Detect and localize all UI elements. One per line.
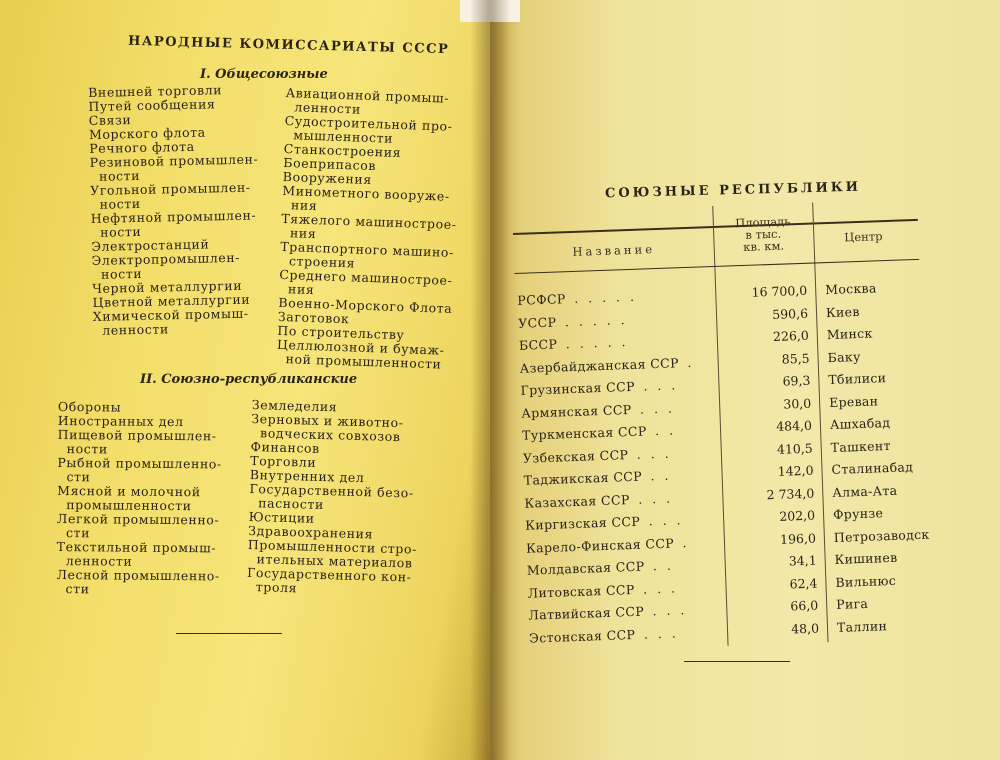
- section-2-column-2: Земледелия Зерновых и животно- водческих совхозов Финансов Торговли Внутренних дел Государственной безо- пасности Юстиции Здравоохранения Промышленности стро- ительных материалов Государственного кон- троля: [246, 397, 418, 596]
- leader-dots: . . .: [648, 512, 684, 529]
- section-2-heading: II. Союзно-республиканские: [140, 372, 358, 387]
- republic-name: Армянская ССР: [521, 401, 632, 421]
- republic-area: 226,0: [772, 327, 810, 344]
- republic-center: Ашхабад: [829, 414, 891, 433]
- republic-area: 34,1: [788, 552, 817, 569]
- section-2-column-1: Обороны Иностранных дел Пищевой промышлен- ности Рыбной промышленно- сти Мясной и молочной промышленности Легкой промышленно- сти Текстильной промыш- ленности Лесной промышленно- сти: [56, 399, 222, 597]
- leader-dots: . . . . .: [564, 311, 628, 329]
- leader-dots: . .: [652, 557, 675, 574]
- table-header-rule: [514, 259, 919, 274]
- leader-dots: . . .: [637, 490, 674, 507]
- republic-name: Азербайджанская ССР: [519, 354, 680, 376]
- republic-area: 69,3: [782, 372, 811, 389]
- republic-center: Ереван: [828, 392, 879, 410]
- republic-name: УССР: [517, 314, 557, 331]
- republic-name: Молдавская ССР: [526, 558, 645, 578]
- republic-area: 2 734,0: [766, 485, 815, 502]
- republic-area: 202,0: [779, 507, 816, 524]
- republic-name: Киргизская ССР: [524, 513, 641, 533]
- header-area: Площадь в тыс. кв. км.: [735, 214, 791, 254]
- leader-dots: . . .: [643, 624, 679, 642]
- section-1-column-2: Авиационной промыш- ленности Судостроительной про- мышленности Станкостроения Боеприпасов Вооружения Минометного вооруже- ния Тяжелого машинострое- ния Транспортного машино- строения Среднего машинострое- ния Военно-Морского Флота Заготовок По строительству Целлюлозной и бумаж- ной промышленности: [276, 85, 457, 372]
- republic-area: 30,0: [783, 395, 812, 412]
- republic-area: 590,6: [771, 305, 809, 322]
- republic-center: Вильнюс: [835, 572, 897, 590]
- section-1-heading: I. Общесоюзные: [200, 67, 328, 82]
- right-page-end-rule: [684, 661, 790, 662]
- republic-area: 410,5: [776, 440, 813, 457]
- republic-center: Киев: [825, 303, 860, 320]
- leader-dots: . .: [654, 422, 677, 439]
- republic-area: 62,4: [789, 575, 818, 592]
- republic-area: 142,0: [777, 462, 814, 479]
- republic-center: Баку: [827, 348, 861, 365]
- republic-center: Алма-Ата: [832, 482, 898, 500]
- right-page-title: СОЮЗНЫЕ РЕСПУБЛИКИ: [604, 179, 862, 202]
- leader-dots: .: [687, 354, 695, 370]
- header-name: Название: [572, 242, 656, 259]
- left-page-title: НАРОДНЫЕ КОМИССАРИАТЫ СССР: [127, 33, 450, 58]
- book-gutter: [470, 0, 510, 760]
- republic-name: Казахская ССР: [524, 491, 630, 511]
- republic-center: Сталинабад: [831, 459, 914, 478]
- leader-dots: . . . . .: [573, 288, 638, 306]
- republic-area: 66,0: [790, 597, 819, 614]
- republic-area: 16 700,0: [751, 282, 808, 300]
- leader-dots: . . .: [642, 579, 679, 597]
- republic-center: Таллин: [836, 617, 888, 635]
- republic-name: Туркменская ССР: [521, 423, 647, 443]
- republic-center: Петрозаводск: [833, 526, 930, 545]
- leader-dots: . .: [650, 467, 672, 484]
- republic-name: Эстонская ССР: [528, 626, 636, 646]
- leader-dots: . . .: [639, 399, 676, 417]
- section-1-column-1: Внешней торговли Путей сообщения Связи Морского флота Речного флота Резиновой промышлен- ности Угольной промышлен- ности Нефтяной промышлен- ности Электростанций Электропромышлен- ности Черной металлургии Цветной металлургии Химической промыш- ленности: [87, 82, 259, 338]
- republic-name: Карело-Финская ССР: [525, 535, 675, 556]
- republic-name: БССР: [518, 336, 558, 353]
- republic-area: 484,0: [775, 417, 813, 434]
- republic-center: Тбилиси: [828, 370, 887, 388]
- republic-area: 196,0: [779, 530, 817, 547]
- republic-center: Фрунзе: [832, 505, 884, 522]
- leader-dots: .: [682, 534, 690, 550]
- republic-area: 48,0: [790, 620, 820, 637]
- republic-name: РСФСР: [517, 291, 566, 308]
- republic-center: Москва: [824, 280, 877, 298]
- republic-name: Грузинская ССР: [520, 378, 636, 398]
- republic-name: Узбекская ССР: [522, 446, 629, 466]
- republic-center: Рига: [835, 595, 869, 612]
- republic-area: 85,5: [781, 350, 810, 367]
- header-center: Центр: [844, 229, 883, 245]
- republic-center: Кишинев: [834, 549, 898, 567]
- republic-name: Литовская ССР: [527, 581, 635, 601]
- leader-dots: . . .: [643, 377, 679, 394]
- left-page: [0, 0, 490, 760]
- leader-dots: . . . . .: [565, 334, 629, 352]
- republic-center: Минск: [826, 325, 873, 343]
- left-page-end-rule: [176, 633, 282, 634]
- republic-name: Таджикская ССР: [523, 468, 643, 488]
- leader-dots: . . .: [636, 445, 672, 462]
- republics-table: [512, 189, 938, 663]
- leader-dots: . . .: [652, 602, 688, 619]
- republic-center: Ташкент: [830, 437, 891, 455]
- republic-name: Латвийская ССР: [528, 603, 645, 623]
